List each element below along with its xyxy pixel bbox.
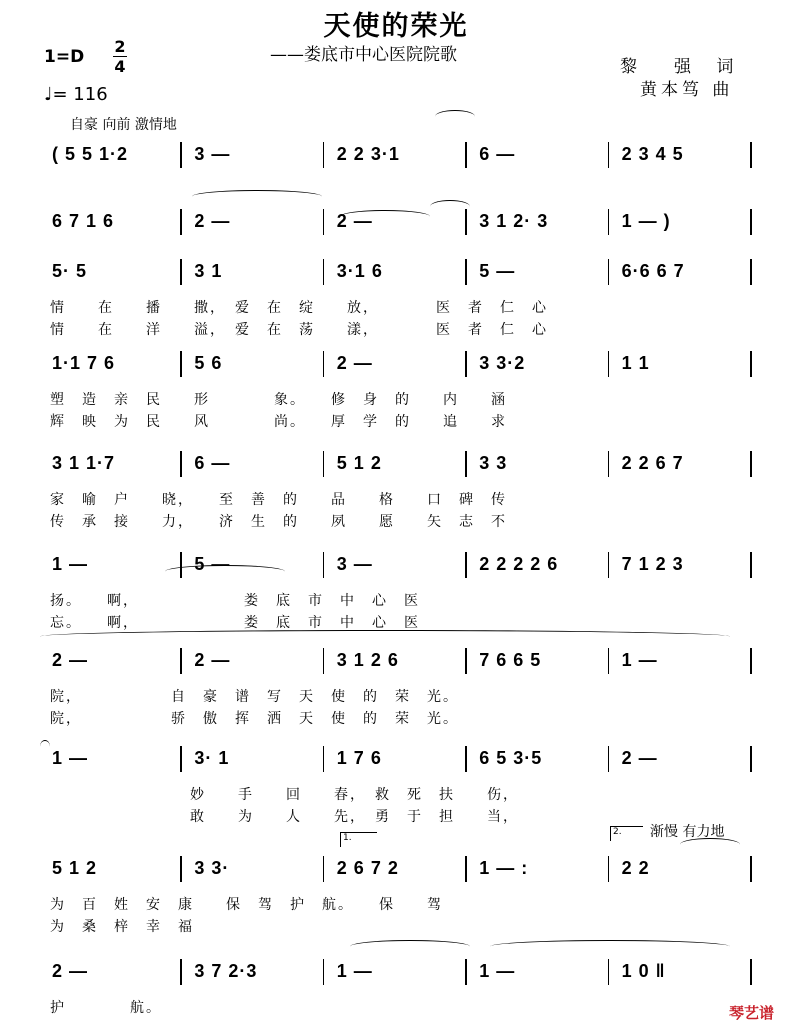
song-title: 天使的荣光	[323, 11, 469, 42]
measure: 5 1 2	[336, 453, 382, 473]
bar-line	[180, 142, 182, 168]
bar-line	[608, 451, 610, 477]
measure: 6 5 3·5	[479, 748, 543, 768]
bar-line	[465, 959, 467, 985]
bar-line	[465, 259, 467, 285]
notation-row	[40, 255, 752, 285]
measure: 5 6	[194, 353, 223, 373]
lyric-verse-1: 护 航。	[50, 1000, 162, 1016]
slur-arc	[40, 740, 50, 753]
bar-line	[750, 142, 752, 168]
bar-line	[608, 856, 610, 882]
bar-line	[608, 746, 610, 772]
bar-line	[323, 451, 325, 477]
measure: 3 1 2 6	[336, 650, 399, 670]
measure: 2 6 7 2	[336, 858, 399, 878]
measure: 5 —	[479, 261, 516, 281]
notation-row	[40, 955, 752, 985]
slur-arc	[340, 210, 430, 223]
bar-line	[465, 552, 467, 578]
bar-line	[750, 856, 752, 882]
bar-line	[323, 552, 325, 578]
bar-line	[465, 351, 467, 377]
measure: 3 1	[194, 261, 223, 281]
notation-row	[40, 644, 752, 674]
measure: 1 —	[621, 650, 658, 670]
measure: 2 2 6 7	[621, 453, 684, 473]
bar-line	[750, 351, 752, 377]
measure: 6 7 1 6	[52, 211, 115, 231]
first-ending-bracket	[340, 832, 377, 847]
bar-line	[323, 648, 325, 674]
measure: 1 —	[336, 961, 373, 981]
measure: 2 —	[336, 211, 373, 231]
bar-line	[180, 648, 182, 674]
bar-line	[180, 209, 182, 235]
bar-line	[323, 856, 325, 882]
measure: 5 1 2	[52, 858, 98, 878]
bar-line	[465, 142, 467, 168]
final-expression-marking: 渐慢 有力地	[650, 824, 725, 840]
bar-line	[750, 209, 752, 235]
measure: 2 2	[621, 858, 650, 878]
measure: ( 5 5 1·2	[52, 144, 129, 164]
measure: 3 7 2·3	[194, 961, 258, 981]
slur-arc	[350, 940, 470, 953]
lyric-verse-2: 敢 为 人 先， 勇 于 担 当，	[190, 809, 519, 825]
bar-line	[323, 209, 325, 235]
bar-line	[608, 259, 610, 285]
bar-line	[750, 552, 752, 578]
slur-arc	[490, 940, 730, 953]
bar-line	[323, 351, 325, 377]
slur-arc	[430, 200, 470, 213]
song-subtitle: ——娄底市中心医院院歌	[270, 45, 457, 65]
bar-line	[323, 746, 325, 772]
bar-line	[323, 959, 325, 985]
lyric-verse-2: 忘。 啊， 娄 底 市 中 心 医	[50, 615, 420, 631]
bar-line	[465, 856, 467, 882]
lyric-verse-1: 扬。 啊， 娄 底 市 中 心 医	[50, 593, 420, 609]
bar-line	[750, 259, 752, 285]
slur-arc	[435, 110, 475, 123]
lyric-verse-1: 情 在 播 撒， 爱 在 绽 放， 医 者 仁 心	[50, 300, 548, 316]
measure: 3 —	[336, 554, 373, 574]
bar-line	[608, 209, 610, 235]
lyric-verse-2: 为 桑 梓 幸 福	[50, 919, 194, 935]
measure: 2 3 4 5	[621, 144, 684, 164]
bar-line	[180, 351, 182, 377]
measure: 6 —	[479, 144, 516, 164]
bar-line	[180, 259, 182, 285]
bar-line	[750, 648, 752, 674]
measure: 3 3·	[194, 858, 230, 878]
lyric-verse-1: 妙 手 回 春， 救 死 扶 伤，	[190, 787, 519, 803]
bar-line	[465, 648, 467, 674]
measure: 7 1 2 3	[621, 554, 684, 574]
bar-line	[608, 552, 610, 578]
second-ending-label: 2.	[613, 827, 622, 837]
measure: 1 7 6	[336, 748, 382, 768]
measure: 2 —	[52, 961, 89, 981]
measure: 3· 1	[194, 748, 230, 768]
key-signature: 1=D	[44, 47, 85, 67]
measure: 1 —	[479, 961, 516, 981]
slur-arc	[680, 838, 740, 851]
measure: 1 —	[52, 748, 89, 768]
second-ending-bracket	[610, 826, 643, 841]
bar-line	[750, 959, 752, 985]
tempo-marking: ♩= 116	[44, 84, 108, 105]
measure: 1 — :	[479, 858, 529, 878]
notation-row	[40, 852, 752, 882]
measure: 2 —	[336, 353, 373, 373]
measure: 2 —	[621, 748, 658, 768]
watermark-logo: 琴艺谱	[728, 1004, 774, 1022]
measure: 3 1 2· 3	[479, 211, 549, 231]
measure: 1 — )	[621, 211, 671, 231]
measure: 3 3·2	[479, 353, 526, 373]
measure: 2 2 3·1	[336, 144, 400, 164]
bar-line	[608, 142, 610, 168]
slur-arc	[40, 630, 730, 643]
measure: 5 —	[194, 554, 231, 574]
lyric-verse-2: 传 承 接 力， 济 生 的 夙 愿 矢 志 不	[50, 514, 507, 530]
measure: 2 —	[194, 211, 231, 231]
lyric-verse-1: 院， 自 豪 谱 写 天 使 的 荣 光。	[50, 689, 459, 705]
bar-line	[180, 959, 182, 985]
bar-line	[750, 746, 752, 772]
lyric-verse-2: 院， 骄 傲 挥 洒 天 使 的 荣 光。	[50, 711, 459, 727]
time-denominator: 4	[114, 57, 126, 76]
measure: 3 3	[479, 453, 508, 473]
measure: 2 —	[52, 650, 89, 670]
lyricist-credit: 黎 强 词	[620, 57, 744, 77]
measure: 2 2 2 2 6	[479, 554, 559, 574]
time-signature	[113, 37, 127, 76]
first-ending-label: 1.	[343, 833, 352, 843]
lyric-verse-2: 辉 映 为 民 风 尚。 厚 学 的 追 求	[50, 414, 507, 430]
measure: 1 —	[52, 554, 89, 574]
bar-line	[323, 259, 325, 285]
notation-row	[40, 347, 752, 377]
notation-row	[40, 548, 752, 578]
bar-line	[465, 451, 467, 477]
composer-credit: 黄本笃 曲	[640, 80, 734, 100]
expression-marking: 自豪 向前 激情地	[70, 117, 177, 133]
slur-arc	[165, 565, 285, 578]
measure: 1 0 ‖	[621, 961, 666, 981]
bar-line	[465, 746, 467, 772]
measure: 3 —	[194, 144, 231, 164]
measure: 1·1 7 6	[52, 353, 116, 373]
notation-row	[40, 138, 752, 168]
measure: 3·1 6	[336, 261, 383, 281]
lyric-verse-1: 塑 造 亲 民 形 象。 修 身 的 内 涵	[50, 392, 507, 408]
slur-arc	[192, 190, 322, 203]
measure: 1 1	[621, 353, 650, 373]
measure: 6·6 6 7	[621, 261, 685, 281]
notation-row	[40, 742, 752, 772]
bar-line	[180, 451, 182, 477]
bar-line	[608, 351, 610, 377]
lyric-verse-2: 情 在 洋 溢， 爱 在 荡 漾， 医 者 仁 心	[50, 322, 548, 338]
measure: 5· 5	[52, 261, 88, 281]
lyric-verse-1: 为 百 姓 安 康 保 驾 护 航。 保 驾	[50, 897, 443, 913]
bar-line	[180, 746, 182, 772]
bar-line	[608, 959, 610, 985]
measure: 3 1 1·7	[52, 453, 116, 473]
measure: 6 —	[194, 453, 231, 473]
bar-line	[323, 142, 325, 168]
measure: 7 6 6 5	[479, 650, 542, 670]
lyric-verse-1: 家 喻 户 晓， 至 善 的 品 格 口 碑 传	[50, 492, 507, 508]
time-numerator: 2	[114, 37, 126, 56]
bar-line	[180, 856, 182, 882]
measure: 2 —	[194, 650, 231, 670]
bar-line	[608, 648, 610, 674]
bar-line	[750, 451, 752, 477]
notation-row	[40, 447, 752, 477]
